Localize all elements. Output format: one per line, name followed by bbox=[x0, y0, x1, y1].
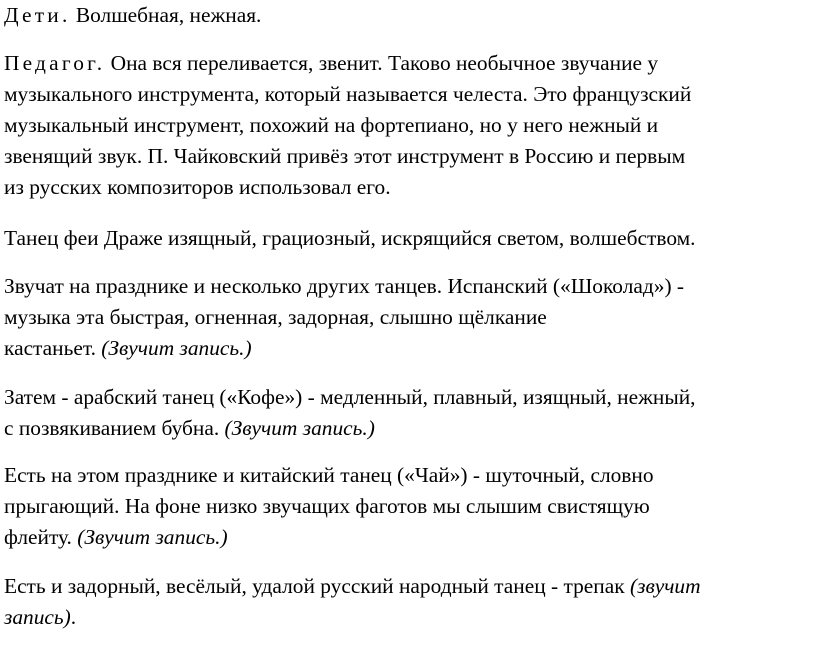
text-line: из русских композиторов использовал его. bbox=[4, 175, 391, 199]
text-line: музыкального инструмента, который называется челеста. Это французский bbox=[4, 82, 692, 106]
text-line: Танец феи Драже изящный, грациозный, искрящийся светом, волшебством. bbox=[4, 226, 696, 250]
paragraph-sugar-plum-fairy bbox=[4, 223, 696, 254]
paragraph-spanish-dance bbox=[4, 271, 684, 364]
paragraph-russian-dance bbox=[4, 571, 701, 633]
text-line: Звучат на празднике и несколько других танцев. Испанский («Шоколад») - bbox=[4, 274, 685, 298]
text-line: прыгающий. На фоне низко звучащих фаготов мы слышим свистящую bbox=[4, 494, 650, 518]
speaker-teacher: Педагог. bbox=[4, 51, 106, 75]
text-line: Педагог. Она вся переливается, звенит. Таково необычное звучание у bbox=[4, 51, 659, 75]
text-line: кастаньет. (Звучит запись.) bbox=[4, 336, 252, 360]
recording-note: (Звучит запись.) bbox=[101, 336, 252, 360]
speaker-children: Дети. bbox=[4, 3, 71, 27]
text-line: запись). bbox=[4, 605, 77, 629]
recording-note: (Звучит запись.) bbox=[224, 416, 375, 440]
children-reply-text: Волшебная, нежная. bbox=[70, 3, 262, 27]
text-line: Есть на этом празднике и китайский танец («Чай») - шуточный, словно bbox=[4, 463, 654, 487]
recording-note-end: запись) bbox=[4, 605, 71, 629]
paragraph-children-reply bbox=[4, 0, 261, 31]
text-line: с позвякиванием бубна. (Звучит запись.) bbox=[4, 416, 375, 440]
text-line: Есть и задорный, весёлый, удалой русский народный танец - трепак (звучит bbox=[4, 574, 701, 598]
text-line: музыка эта быстрая, огненная, задорная, слышно щёлкание bbox=[4, 305, 547, 329]
recording-note-start: (звучит bbox=[629, 574, 701, 598]
text-line: Затем - арабский танец («Кофе») - медленный, плавный, изящный, нежный, bbox=[4, 385, 696, 409]
paragraph-teacher-celesta bbox=[4, 48, 691, 203]
paragraph-arabian-dance bbox=[4, 382, 696, 444]
text-line: музыкальный инструмент, похожий на фортепиано, но у него нежный и bbox=[4, 113, 659, 137]
text-line: флейту. (Звучит запись.) bbox=[4, 525, 228, 549]
paragraph-chinese-dance bbox=[4, 460, 654, 553]
recording-note: (Звучит запись.) bbox=[77, 525, 228, 549]
text-line: звенящий звук. П. Чайковский привёз этот инструмент в Россию и первым bbox=[4, 144, 686, 168]
